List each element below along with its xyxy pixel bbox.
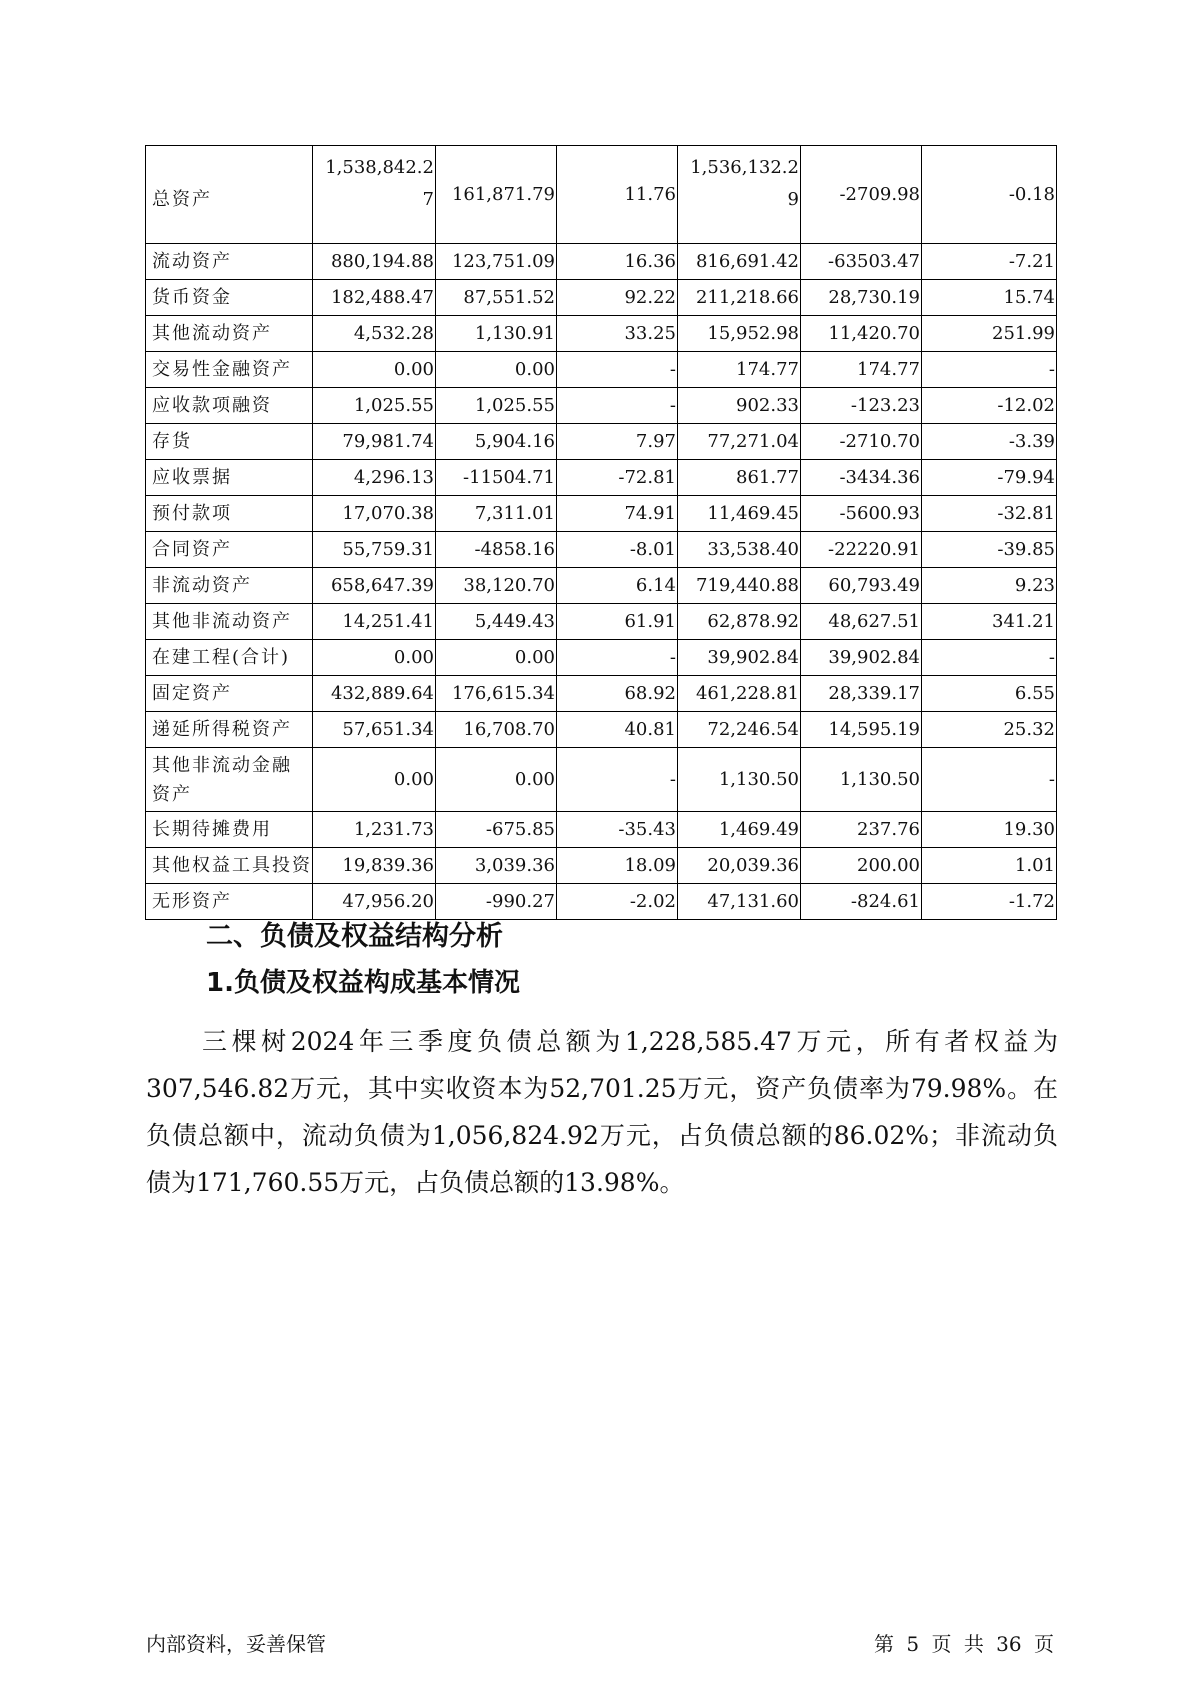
- row-label-cell: 在建工程(合计): [146, 640, 313, 676]
- value-cell: 68.92: [557, 676, 678, 712]
- row-label-cell: 长期待摊费用: [146, 812, 313, 848]
- asset-structure-table: [145, 145, 1057, 920]
- value-cell: 87,551.52: [436, 280, 557, 316]
- table-row: [146, 424, 1057, 460]
- value-cell: -3434.36: [801, 460, 922, 496]
- value-cell: 1,025.55: [313, 388, 436, 424]
- row-label-cell: 交易性金融资产: [146, 352, 313, 388]
- value-cell: -7.21: [922, 244, 1057, 280]
- value-cell: 11,469.45: [678, 496, 801, 532]
- value-cell: -2709.98: [801, 146, 922, 244]
- value-cell: 5,449.43: [436, 604, 557, 640]
- value-cell: -: [922, 640, 1057, 676]
- value-cell: -5600.93: [801, 496, 922, 532]
- value-cell: 20,039.36: [678, 848, 801, 884]
- value-cell: 62,878.92: [678, 604, 801, 640]
- value-cell: 18.09: [557, 848, 678, 884]
- body-paragraph: 三棵树2024年三季度负债总额为1,228,585.47万元，所有者权益为307,546.82万元，其中实收资本为52,701.25万元，资产负债率为79.98%。在负债总额中，流动负债为1,056,824.92万元，占负债总额的86.02%；非流动负债为171,760.55万元，占负债总额的13.98%。: [146, 1027, 1058, 1197]
- value-cell: 15,952.98: [678, 316, 801, 352]
- value-cell: 28,730.19: [801, 280, 922, 316]
- value-cell: 19,839.36: [313, 848, 436, 884]
- value-cell: 60,793.49: [801, 568, 922, 604]
- value-cell: 6.55: [922, 676, 1057, 712]
- row-label-cell: 其他非流动资产: [146, 604, 313, 640]
- row-label-cell: 其他流动资产: [146, 316, 313, 352]
- subsection-heading: 1.负债及权益构成基本情况: [206, 968, 520, 998]
- row-label-cell: 其他非流动金融资产: [146, 748, 313, 812]
- value-cell: 33.25: [557, 316, 678, 352]
- value-cell: 0.00: [313, 748, 436, 812]
- value-cell: -79.94: [922, 460, 1057, 496]
- row-label-cell: 非流动资产: [146, 568, 313, 604]
- table-row: [146, 460, 1057, 496]
- value-cell: -12.02: [922, 388, 1057, 424]
- value-cell: 211,218.66: [678, 280, 801, 316]
- table-row: [146, 604, 1057, 640]
- value-cell: 74.91: [557, 496, 678, 532]
- value-cell: -: [922, 748, 1057, 812]
- table-row: [146, 146, 1057, 244]
- value-cell: 25.32: [922, 712, 1057, 748]
- value-cell: 174.77: [678, 352, 801, 388]
- value-cell: 16.36: [557, 244, 678, 280]
- value-cell: 33,538.40: [678, 532, 801, 568]
- value-cell: 40.81: [557, 712, 678, 748]
- value-cell: 11.76: [557, 146, 678, 244]
- value-cell: 0.00: [436, 640, 557, 676]
- value-cell: 658,647.39: [313, 568, 436, 604]
- value-cell: -11504.71: [436, 460, 557, 496]
- value-cell: 432,889.64: [313, 676, 436, 712]
- table-row: [146, 712, 1057, 748]
- value-cell: 4,296.13: [313, 460, 436, 496]
- value-cell: 1.01: [922, 848, 1057, 884]
- value-cell: -: [557, 640, 678, 676]
- value-cell: 880,194.88: [313, 244, 436, 280]
- value-cell: 19.30: [922, 812, 1057, 848]
- row-label-cell: 应收票据: [146, 460, 313, 496]
- table-row: [146, 748, 1057, 812]
- value-cell: 61.91: [557, 604, 678, 640]
- value-cell: 57,651.34: [313, 712, 436, 748]
- value-cell: 92.22: [557, 280, 678, 316]
- value-cell: -: [557, 388, 678, 424]
- footer-confidential-note: 内部资料，妥善保管: [146, 1632, 326, 1656]
- value-cell: 5,904.16: [436, 424, 557, 460]
- row-label-cell: 无形资产: [146, 884, 313, 920]
- value-cell: 719,440.88: [678, 568, 801, 604]
- value-cell: 55,759.31: [313, 532, 436, 568]
- value-cell: 48,627.51: [801, 604, 922, 640]
- value-cell: 39,902.84: [801, 640, 922, 676]
- value-cell: 461,228.81: [678, 676, 801, 712]
- table-row: [146, 316, 1057, 352]
- value-cell: -3.39: [922, 424, 1057, 460]
- row-label-cell: 合同资产: [146, 532, 313, 568]
- table-row: [146, 244, 1057, 280]
- value-cell: -990.27: [436, 884, 557, 920]
- value-cell: -1.72: [922, 884, 1057, 920]
- value-cell: 17,070.38: [313, 496, 436, 532]
- value-cell: 15.74: [922, 280, 1057, 316]
- value-cell: 77,271.04: [678, 424, 801, 460]
- value-cell: -: [922, 352, 1057, 388]
- value-cell: -72.81: [557, 460, 678, 496]
- table-row: [146, 568, 1057, 604]
- row-label-cell: 预付款项: [146, 496, 313, 532]
- value-cell: 16,708.70: [436, 712, 557, 748]
- value-cell: 47,131.60: [678, 884, 801, 920]
- value-cell: 0.00: [313, 640, 436, 676]
- value-cell: 7.97: [557, 424, 678, 460]
- value-cell: 9.23: [922, 568, 1057, 604]
- value-cell: -123.23: [801, 388, 922, 424]
- value-cell: 28,339.17: [801, 676, 922, 712]
- value-cell: -675.85: [436, 812, 557, 848]
- row-label-cell: 递延所得税资产: [146, 712, 313, 748]
- section-heading: 二、负债及权益结构分析: [206, 921, 503, 952]
- value-cell: 200.00: [801, 848, 922, 884]
- row-label-cell: 应收款项融资: [146, 388, 313, 424]
- value-cell: 861.77: [678, 460, 801, 496]
- value-cell: 816,691.42: [678, 244, 801, 280]
- value-cell: 4,532.28: [313, 316, 436, 352]
- value-cell: -35.43: [557, 812, 678, 848]
- table-row: [146, 676, 1057, 712]
- value-cell: -: [557, 748, 678, 812]
- table-row: [146, 640, 1057, 676]
- value-cell: 1,536,132.29: [678, 146, 801, 244]
- table-row: [146, 352, 1057, 388]
- value-cell: 123,751.09: [436, 244, 557, 280]
- value-cell: -4858.16: [436, 532, 557, 568]
- value-cell: 47,956.20: [313, 884, 436, 920]
- row-label-cell: 存货: [146, 424, 313, 460]
- value-cell: 1,025.55: [436, 388, 557, 424]
- value-cell: 1,130.50: [678, 748, 801, 812]
- value-cell: 79,981.74: [313, 424, 436, 460]
- value-cell: 0.00: [436, 748, 557, 812]
- footer-page-number: 第 5 页 共 36 页: [874, 1632, 1054, 1656]
- value-cell: 39,902.84: [678, 640, 801, 676]
- table-row: [146, 496, 1057, 532]
- value-cell: -8.01: [557, 532, 678, 568]
- value-cell: 1,130.91: [436, 316, 557, 352]
- table-row: [146, 848, 1057, 884]
- value-cell: 11,420.70: [801, 316, 922, 352]
- value-cell: -824.61: [801, 884, 922, 920]
- table-row: [146, 812, 1057, 848]
- table-row: [146, 280, 1057, 316]
- row-label-cell: 其他权益工具投资: [146, 848, 313, 884]
- value-cell: 7,311.01: [436, 496, 557, 532]
- value-cell: 1,538,842.27: [313, 146, 436, 244]
- value-cell: 3,039.36: [436, 848, 557, 884]
- value-cell: -: [557, 352, 678, 388]
- value-cell: 161,871.79: [436, 146, 557, 244]
- row-label-cell: 货币资金: [146, 280, 313, 316]
- value-cell: -22220.91: [801, 532, 922, 568]
- value-cell: 1,469.49: [678, 812, 801, 848]
- value-cell: -39.85: [922, 532, 1057, 568]
- value-cell: 237.76: [801, 812, 922, 848]
- value-cell: 1,130.50: [801, 748, 922, 812]
- value-cell: 14,251.41: [313, 604, 436, 640]
- value-cell: 174.77: [801, 352, 922, 388]
- asset-table-body: [146, 146, 1057, 920]
- row-label-cell: 流动资产: [146, 244, 313, 280]
- value-cell: 72,246.54: [678, 712, 801, 748]
- value-cell: 14,595.19: [801, 712, 922, 748]
- value-cell: -63503.47: [801, 244, 922, 280]
- row-label-cell: 固定资产: [146, 676, 313, 712]
- value-cell: 182,488.47: [313, 280, 436, 316]
- value-cell: 6.14: [557, 568, 678, 604]
- table-row: [146, 388, 1057, 424]
- value-cell: -32.81: [922, 496, 1057, 532]
- value-cell: -2.02: [557, 884, 678, 920]
- value-cell: -2710.70: [801, 424, 922, 460]
- value-cell: 1,231.73: [313, 812, 436, 848]
- row-label-cell: 总资产: [146, 146, 313, 244]
- value-cell: 902.33: [678, 388, 801, 424]
- value-cell: -0.18: [922, 146, 1057, 244]
- value-cell: 0.00: [436, 352, 557, 388]
- table-row: [146, 532, 1057, 568]
- value-cell: 251.99: [922, 316, 1057, 352]
- value-cell: 176,615.34: [436, 676, 557, 712]
- value-cell: 0.00: [313, 352, 436, 388]
- value-cell: 38,120.70: [436, 568, 557, 604]
- value-cell: 341.21: [922, 604, 1057, 640]
